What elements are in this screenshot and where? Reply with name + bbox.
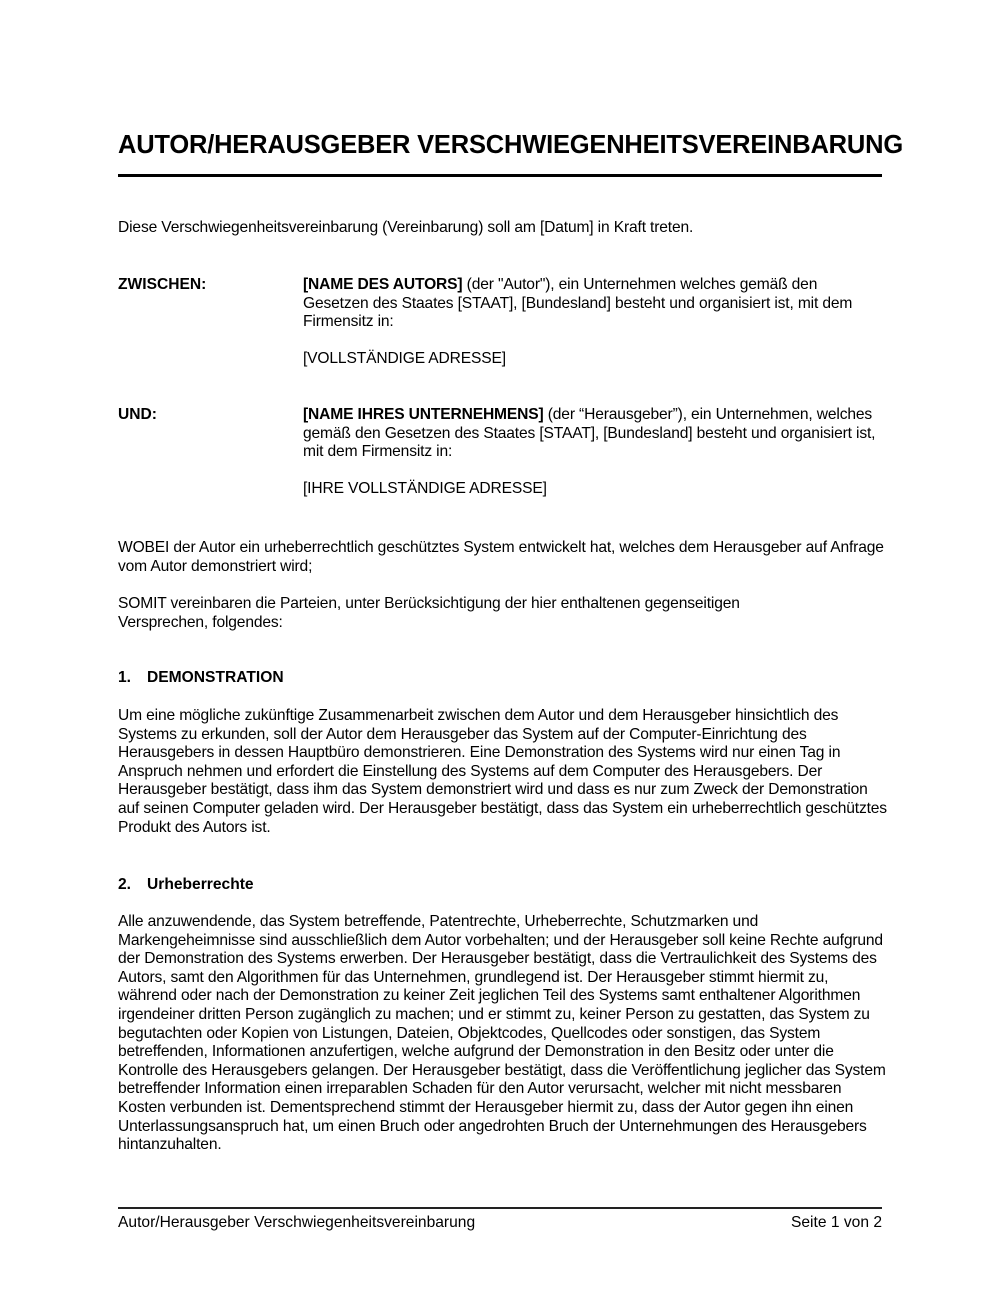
- party-label-and: UND:: [118, 406, 157, 423]
- intro-paragraph: Diese Verschwiegenheitsvereinbarung (Vereinbarung) soll am [Datum] in Kraft treten.: [118, 219, 694, 236]
- party-label-between: ZWISCHEN:: [118, 276, 207, 293]
- title-divider: [118, 174, 882, 177]
- section-2-title: Urheberrechte: [147, 876, 254, 893]
- section-1-body: Um eine mögliche zukünftige Zusammenarbeit zwischen dem Autor und dem Herausgeber hinsichtlich des Systems zu erkunden, soll der Autor dem Herausgeber das System auf der Computer-Einrichtung des Herausgebers in dessen Hauptbüro demonstrieren. Eine Demonstration des Systems wird nur einen Tag in Anspruch nehmen und erfordert die Einstellung des Systems auf dem Computer des Herausgebers. Der Herausgeber bestätigt, dass ihm das System demonstriert wird und dass es nur zum Zweck der Demonstration auf seinen Computer geladen wird. Der Herausgeber bestätigt, dass das System ein urheberrechtlich geschütztes Produkt des Autors ist.: [118, 707, 887, 836]
- party-author-address: [VOLLSTÄNDIGE ADRESSE]: [303, 349, 506, 367]
- party-author-name: [NAME DES AUTORS]: [303, 276, 463, 293]
- footer-page-number: Seite 1 von 2: [790, 1214, 882, 1231]
- party-author-description: [NAME DES AUTORS] (der "Autor"), ein Unternehmen welches gemäß den Gesetzen des Staates [STAAT], [Bundesland] besteht und organisiert ist, mit dem Firmensitz in:: [303, 276, 853, 331]
- therefore-paragraph: SOMIT vereinbaren die Parteien, unter Berücksichtigung der hier enthaltenen gegenseitigen Versprechen, folgendes:: [118, 595, 740, 631]
- document-title: AUTOR/HERAUSGEBER VERSCHWIEGENHEITSVEREINBARUNG: [118, 131, 903, 159]
- section-1-number: 1.: [118, 669, 132, 686]
- section-2-number: 2.: [118, 876, 132, 893]
- footer-divider: [118, 1207, 882, 1209]
- section-1-heading: [118, 669, 284, 687]
- party-publisher-address: [IHRE VOLLSTÄNDIGE ADRESSE]: [303, 479, 547, 497]
- party-publisher: [303, 406, 883, 498]
- section-2-heading: [118, 876, 254, 894]
- section-2-body: Alle anzuwendende, das System betreffende, Patentrechte, Urheberrechte, Schutzmarken und Markengeheimnisse sind ausschließlich dem Autor vorbehalten; und der Herausgeber soll keine Rechte aufgrund der Demonstration des Systems erwerben. Der Herausgeber bestätigt, dass die Vertraulichkeit des Systems des Autors, samt den Algorithmen für das Unternehmen, grundlegend ist. Der Herausgeber stimmt hiermit zu, während oder nach der Demonstration zu keiner Zeit jeglichen Teil des Systems samt enthaltener Algorithmen irgendeiner dritten Person zugänglich zu machen; und er stimmt zu, keiner Person zu gestatten, das System zu begutachten oder Kopien von Listungen, Dateien, Objektcodes, Quellcodes oder sonstigen, das System betreffenden, Informationen anzufertigen, welche aufgrund der Demonstration in den Besitz oder unter die Kontrolle des Herausgebers gelangen. Der Herausgeber bestätigt, dass die Veröffentlichung jeglicher das System betreffender Information einen irreparablen Schaden für den Autor verursacht, welcher mit nicht messbaren Kosten verbunden ist. Dementsprechend stimmt der Herausgeber hiermit zu, dass der Autor gegen ihn einen Unterlassungsanspruch hat, um einen Bruch oder angedrohten Bruch der Unternehmungen des Herausgebers hintanzuhalten.: [118, 913, 886, 1154]
- whereas-paragraph: WOBEI der Autor ein urheberrechtlich geschütztes System entwickelt hat, welches dem Herausgeber auf Anfrage vom Autor demonstriert wird;: [118, 539, 884, 575]
- party-publisher-description: [NAME IHRES UNTERNEHMENS] (der “Herausgeber”), ein Unternehmen, welches gemäß den Gesetzen des Staates [STAAT], [Bundesland] besteht und organisiert ist, mit dem Firmensitz in:: [303, 406, 876, 461]
- party-publisher-name: [NAME IHRES UNTERNEHMENS]: [303, 406, 544, 423]
- section-1-title: DEMONSTRATION: [147, 669, 284, 686]
- party-author: [303, 276, 883, 368]
- footer-document-name: Autor/Herausgeber Verschwiegenheitsvereinbarung: [118, 1214, 476, 1231]
